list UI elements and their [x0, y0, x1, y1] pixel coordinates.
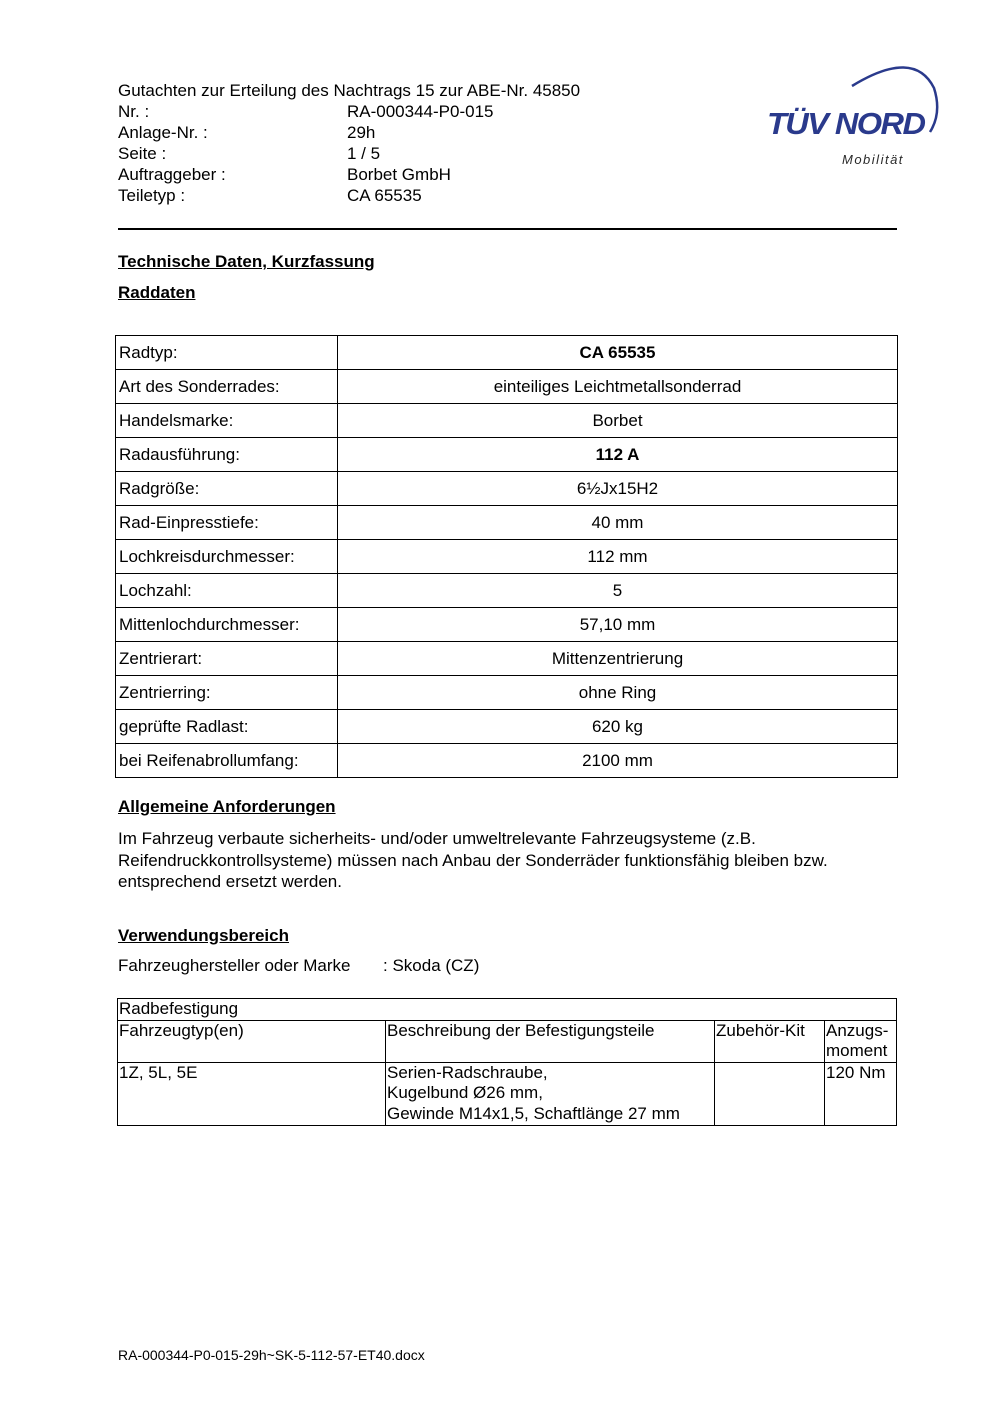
raddaten-table [115, 335, 898, 778]
row-value: 620 kg [338, 710, 898, 744]
header-label: Teiletyp : [118, 186, 186, 205]
row-key: Lochzahl: [116, 574, 338, 608]
column-header: Zubehör-Kit [715, 1020, 825, 1062]
desc-line: Serien-Radschraube, [387, 1062, 548, 1082]
row-value: CA 65535 [338, 336, 898, 370]
row-key: Radausführung: [116, 438, 338, 472]
row-value: 112 mm [338, 540, 898, 574]
cell-kit [715, 1062, 825, 1125]
row-key: Rad-Einpresstiefe: [116, 506, 338, 540]
cell-torque: 120 Nm [825, 1062, 897, 1125]
table-row [116, 438, 898, 472]
section-title-tech: Technische Daten, Kurzfassung [118, 252, 375, 271]
section-title-verwendung: Verwendungsbereich [118, 926, 289, 945]
row-key: Zentrierring: [116, 676, 338, 710]
header-value: RA-000344-P0-015 [347, 102, 494, 121]
table-row [116, 676, 898, 710]
row-key: Mittenlochdurchmesser: [116, 608, 338, 642]
header-label: Auftraggeber : [118, 165, 226, 184]
row-key: Lochkreisdurchmesser: [116, 540, 338, 574]
row-key: Handelsmarke: [116, 404, 338, 438]
row-value: Borbet [338, 404, 898, 438]
row-value: 5 [338, 574, 898, 608]
logo-brand: TÜV NORD [767, 106, 925, 141]
row-value: 57,10 mm [338, 608, 898, 642]
table-header-row [118, 1020, 897, 1062]
manufacturer-value: : Skoda (CZ) [383, 956, 480, 975]
column-header: Fahrzeugtyp(en) [118, 1020, 386, 1062]
header-divider [118, 228, 897, 230]
table-row [116, 540, 898, 574]
header-value: 29h [347, 123, 376, 142]
report-title: Gutachten zur Erteilung des Nachtrags 15 zur ABE-Nr. 45850 [118, 81, 581, 100]
table-title-row [118, 999, 897, 1021]
manufacturer-line [118, 956, 480, 976]
header-value: 1 / 5 [347, 144, 381, 163]
row-key: Zentrierart: [116, 642, 338, 676]
table-row [118, 1062, 897, 1125]
row-key: Radtyp: [116, 336, 338, 370]
table-row [116, 370, 898, 404]
row-value: 40 mm [338, 506, 898, 540]
row-key: Radgröße: [116, 472, 338, 506]
table-row [116, 472, 898, 506]
row-value: einteiliges Leichtmetallsonderrad [338, 370, 898, 404]
table-title: Radbefestigung [118, 999, 897, 1021]
header-line: moment [826, 1041, 888, 1060]
row-value: Mittenzentrierung [338, 642, 898, 676]
header-label: Seite : [118, 144, 167, 163]
footer-filename: RA-000344-P0-015-29h~SK-5-112-57-ET40.docx [118, 1347, 425, 1363]
row-key: geprüfte Radlast: [116, 710, 338, 744]
row-key: Art des Sonderrades: [116, 370, 338, 404]
radbefestigung-table [117, 998, 897, 1126]
row-value: 112 A [338, 438, 898, 472]
row-value: 6½Jx15H2 [338, 472, 898, 506]
cell-description [386, 1062, 715, 1125]
row-value: ohne Ring [338, 676, 898, 710]
row-key: bei Reifenabrollumfang: [116, 744, 338, 778]
header-value: Borbet GmbH [347, 165, 451, 184]
table-row [116, 642, 898, 676]
logo-subtitle: Mobilität [842, 152, 904, 167]
table-row [116, 574, 898, 608]
table-row [116, 744, 898, 778]
column-header: Beschreibung der Befestigungsteile [386, 1020, 715, 1062]
desc-line: Kugelbund Ø26 mm, [387, 1083, 543, 1102]
cell-types: 1Z, 5L, 5E [118, 1062, 386, 1125]
table-row [116, 710, 898, 744]
header-line: Anzugs- [826, 1020, 889, 1040]
allgemein-paragraph: Im Fahrzeug verbaute sicherheits- und/oder umweltrelevante Fahrzeugsysteme (z.B. Reifendruckkontrollsysteme) müssen nach Anbau der Sonderräder funktionsfähig bleiben bzw. entsprechend ersetzt werden. [118, 829, 828, 891]
table-row [116, 506, 898, 540]
desc-line: Gewinde M14x1,5, Schaftlänge 27 mm [387, 1103, 680, 1123]
column-header [825, 1020, 897, 1062]
table-row [116, 336, 898, 370]
header-label: Nr. : [118, 102, 150, 121]
section-title-raddaten: Raddaten [118, 283, 196, 302]
header-label: Anlage-Nr. : [118, 123, 208, 142]
tuev-nord-logo [764, 58, 942, 170]
table-row [116, 404, 898, 438]
row-value: 2100 mm [338, 744, 898, 778]
table-row [116, 608, 898, 642]
manufacturer-label: Fahrzeughersteller oder Marke [118, 956, 351, 975]
header-value: CA 65535 [347, 186, 422, 205]
section-title-allgemein: Allgemeine Anforderungen [118, 797, 336, 816]
